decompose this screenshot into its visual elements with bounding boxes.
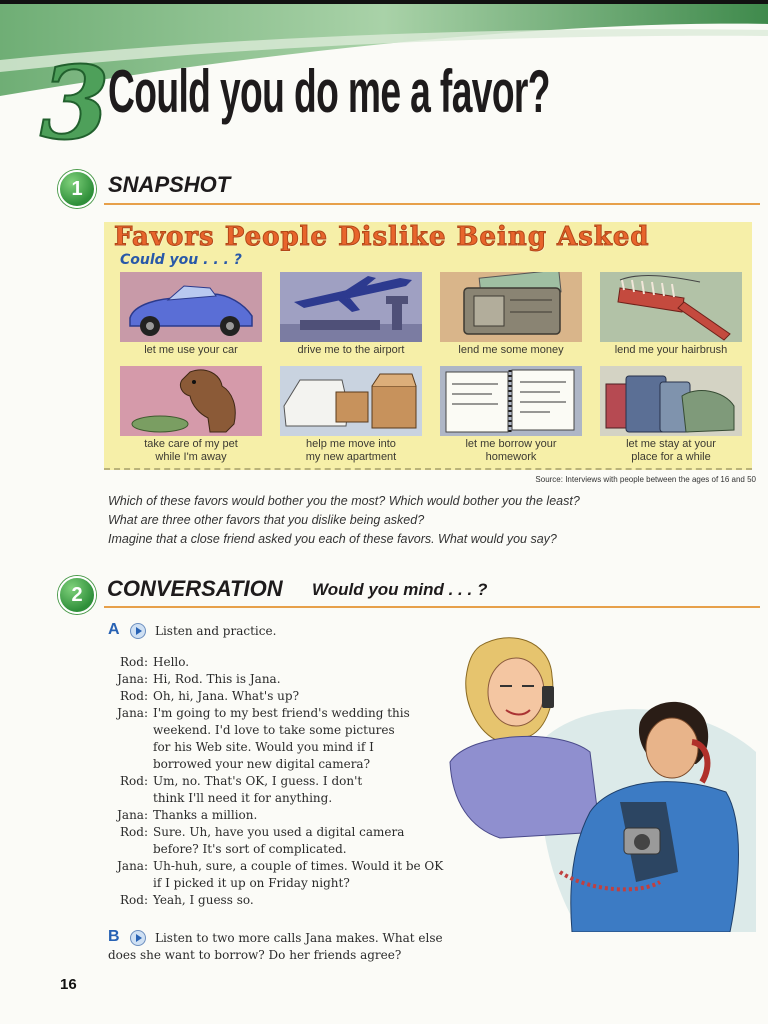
- speaker: Jana:: [117, 808, 148, 822]
- conversation-subheading: Would you mind . . . ?: [312, 580, 488, 599]
- caption-homework: let me borrow your homework: [465, 438, 557, 463]
- caption-money: lend me some money: [458, 344, 564, 356]
- hairbrush-icon: [600, 272, 742, 342]
- dialog-line: Hi, Rod. This is Jana.: [153, 672, 281, 686]
- snapshot-subtitle: Could you . . . ?: [120, 252, 242, 268]
- dialog-line: weekend. I'd love to take some pictures: [153, 723, 395, 737]
- section-1-badge: 1: [58, 170, 96, 208]
- play-audio-b-icon[interactable]: [130, 930, 146, 946]
- dialog-line: before? It's sort of complicated.: [153, 842, 347, 856]
- airplane-icon: [280, 272, 422, 342]
- caption-use-car: let me use your car: [144, 344, 238, 356]
- speaker: Rod:: [120, 689, 148, 703]
- snapshot-title: Favors People Dislike Being Asked: [114, 222, 650, 252]
- caption-airport: drive me to the airport: [297, 344, 405, 356]
- phone-call-illustration: [440, 632, 762, 932]
- question-2: What are three other favors that you dislike being asked?: [108, 513, 425, 527]
- notebook-icon: [440, 366, 582, 436]
- car-icon: [120, 272, 262, 342]
- snapshot-heading: SNAPSHOT: [108, 172, 231, 197]
- part-b-label: B: [108, 928, 120, 945]
- conversation-heading: CONVERSATION: [107, 576, 283, 601]
- dog-icon: [120, 366, 262, 436]
- question-3: Imagine that a close friend asked you each of these favors. What would you say?: [108, 532, 557, 546]
- dialog-line: Thanks a million.: [153, 808, 258, 822]
- speaker: Rod:: [120, 774, 148, 788]
- part-b-line-2: does she want to borrow? Do her friends agree?: [108, 948, 402, 962]
- dialog-line: for his Web site. Would you mind if I: [153, 740, 374, 754]
- part-b-line-1: Listen to two more calls Jana makes. What else: [155, 931, 443, 945]
- part-a-instruction: Listen and practice.: [155, 624, 277, 638]
- speaker: Rod:: [120, 825, 148, 839]
- section-1-rule: [104, 203, 760, 205]
- caption-move: help me move into my new apartment: [305, 438, 397, 463]
- section-2-badge: 2: [58, 576, 96, 614]
- unit-number: 3: [40, 50, 110, 150]
- dialog-line: Sure. Uh, have you used a digital camera: [153, 825, 405, 839]
- boxes-icon: [280, 366, 422, 436]
- dialog-line: if I picked it up on Friday night?: [153, 876, 350, 890]
- play-audio-a-icon[interactable]: [130, 623, 146, 639]
- page-number: 16: [60, 976, 77, 993]
- dialog-line: borrowed your new digital camera?: [153, 757, 371, 771]
- caption-pet: take care of my pet while I'm away: [144, 438, 238, 463]
- luggage-icon: [600, 366, 742, 436]
- unit-number-graphic: [38, 50, 118, 150]
- speaker: Jana:: [117, 706, 148, 720]
- speaker: Jana:: [117, 672, 148, 686]
- dialog-line: Uh-huh, sure, a couple of times. Would it be OK: [153, 859, 444, 873]
- caption-hairbrush: lend me your hairbrush: [614, 344, 728, 356]
- dialog-line: Yeah, I guess so.: [153, 893, 254, 907]
- dialog-line: think I'll need it for anything.: [153, 791, 333, 805]
- speaker: Rod:: [120, 893, 148, 907]
- dialog-line: I'm going to my best friend's wedding this: [153, 706, 410, 720]
- snapshot-source: Source: Interviews with people between the ages of 16 and 50: [535, 475, 756, 484]
- speaker: Rod:: [120, 655, 148, 669]
- dialog-line: Oh, hi, Jana. What's up?: [153, 689, 300, 703]
- wallet-icon: [440, 272, 582, 342]
- part-a-label: A: [108, 621, 120, 638]
- dialog-line: Um, no. That's OK, I guess. I don't: [153, 774, 363, 788]
- speaker: Jana:: [117, 859, 148, 873]
- caption-stay: let me stay at your place for a while: [626, 438, 716, 463]
- unit-title: Could you do me a favor?: [108, 58, 550, 125]
- question-1: Which of these favors would bother you the most? Which would bother you the least?: [108, 494, 580, 508]
- section-2-rule: [104, 606, 760, 608]
- dialog-line: Hello.: [153, 655, 190, 669]
